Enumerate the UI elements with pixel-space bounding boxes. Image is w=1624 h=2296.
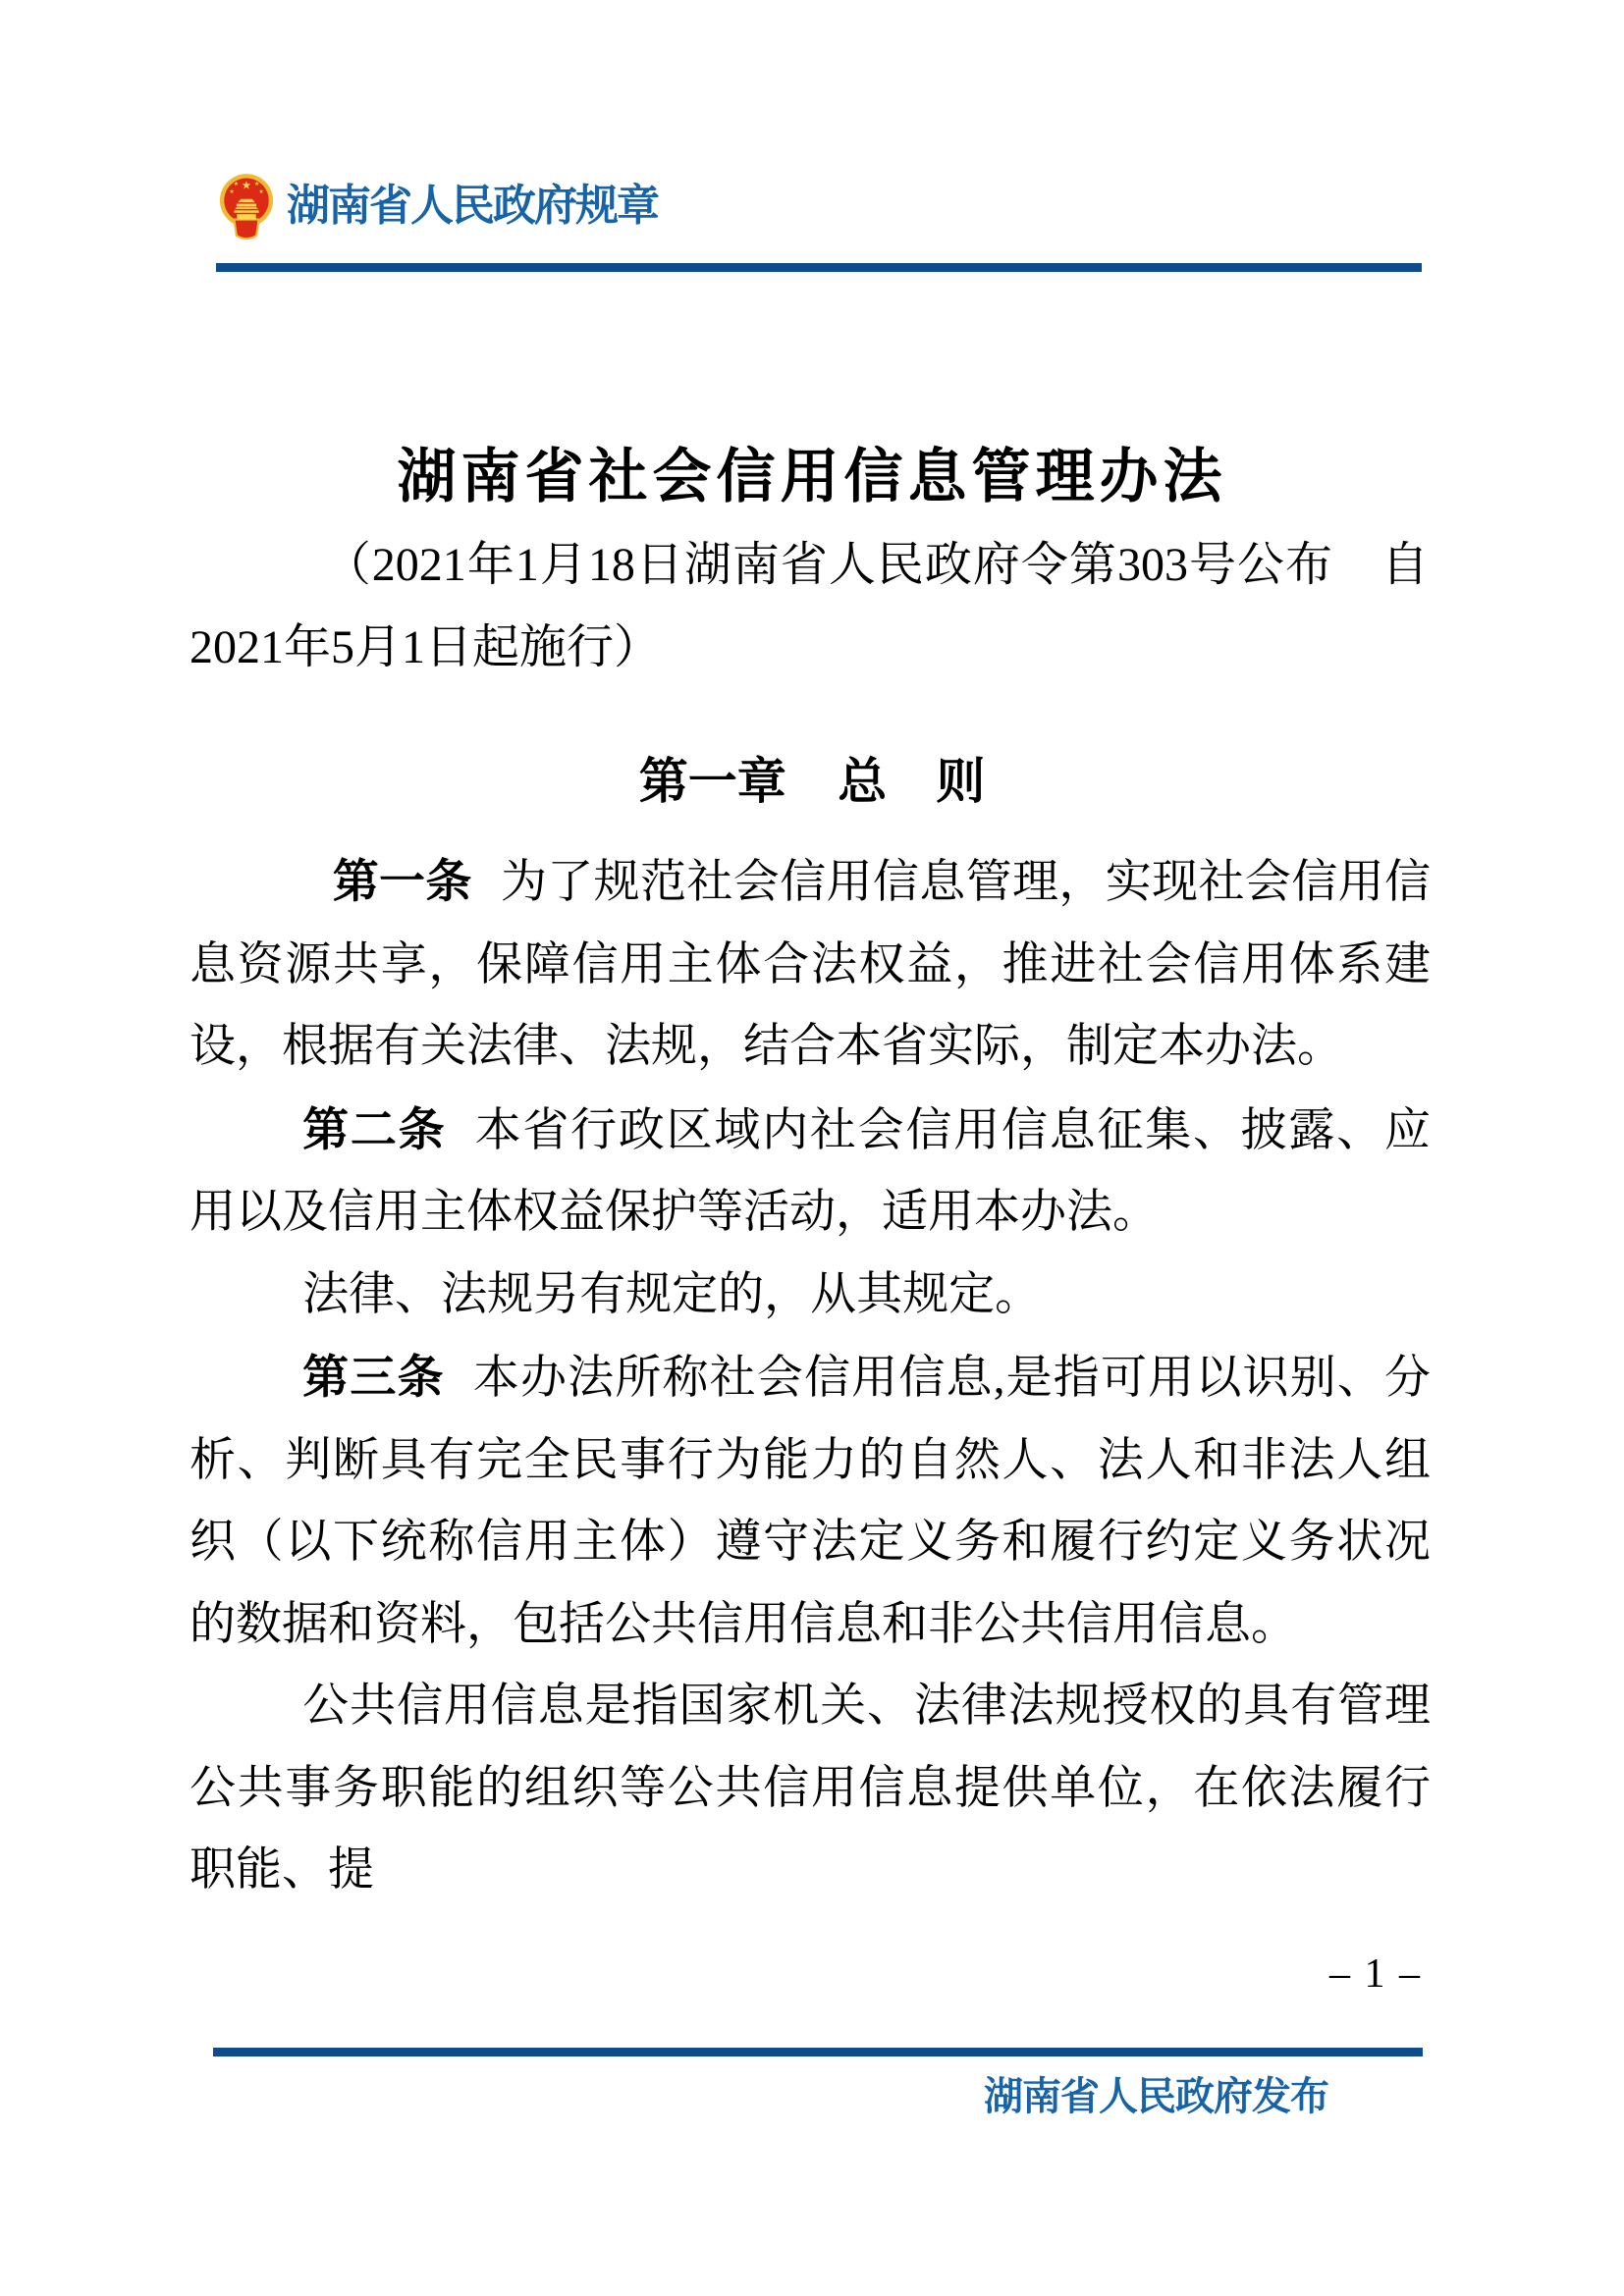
- page-header: [218, 171, 658, 241]
- svg-text:★: ★: [233, 182, 239, 188]
- page-number: – 1 –: [1329, 1951, 1422, 1997]
- paragraph-text: 本省行政区域内社会信用信息征集、披露、应用以及信用主体权益保护等活动，适用本办法。: [189, 1104, 1432, 1238]
- paragraph-text: 法律、法规另有规定的，从其规定。: [302, 1268, 1042, 1320]
- article-number: 第二条: [302, 1102, 447, 1155]
- article-number: 第一条: [332, 855, 472, 907]
- document-title: 湖南省社会信用信息管理办法: [397, 445, 1227, 509]
- footer-rule: [213, 2048, 1423, 2056]
- header-title: 湖南省人民政府规章: [287, 182, 658, 230]
- article-paragraph: [189, 1666, 1431, 1912]
- header-rule: [216, 263, 1422, 272]
- article-paragraph: [189, 840, 1431, 1089]
- paragraph-text: 公共信用信息是指国家机关、法律法规授权的具有管理公共事务职能的组织等公共信用信息提供单位，在依法履行职能、提: [189, 1681, 1431, 1896]
- paragraph-text: 本办法所称社会信用信息,是指可用以识别、分析、判断具有完全民事行为能力的自然人、法人和非法人组织（以下统称信用主体）遵守法定义务和履行约定义务状况的数据和资料，包括公共信用信息和非公共信用信息。: [189, 1353, 1432, 1650]
- svg-text:★: ★: [229, 188, 235, 195]
- svg-text:★: ★: [254, 182, 260, 188]
- paragraph-text: 为了规范社会信用信息管理，实现社会信用信息资源共享，保障信用主体合法权益，推进社会信用体系建设，根据有关法律、法规，结合本省实际，制定本办法。: [189, 857, 1432, 1072]
- document-subtitle: （2021年1月18日湖南省人民政府令第303号公布 自2021年5月1日起施行）: [189, 539, 1429, 673]
- svg-text:★: ★: [258, 188, 264, 195]
- chapter-heading: [0, 750, 1624, 813]
- document-body: [189, 840, 1431, 1912]
- chapter-number: 第一章: [638, 754, 786, 809]
- article-paragraph: [189, 1336, 1431, 1666]
- chapter-name: 总 则: [838, 754, 986, 809]
- article-paragraph: [189, 1255, 1431, 1337]
- article-paragraph: [189, 1089, 1431, 1255]
- article-number: 第三条: [302, 1351, 445, 1403]
- svg-text:★: ★: [241, 179, 252, 192]
- footer-publisher: 湖南省人民政府发布: [984, 2074, 1328, 2118]
- national-emblem-icon: [218, 171, 275, 241]
